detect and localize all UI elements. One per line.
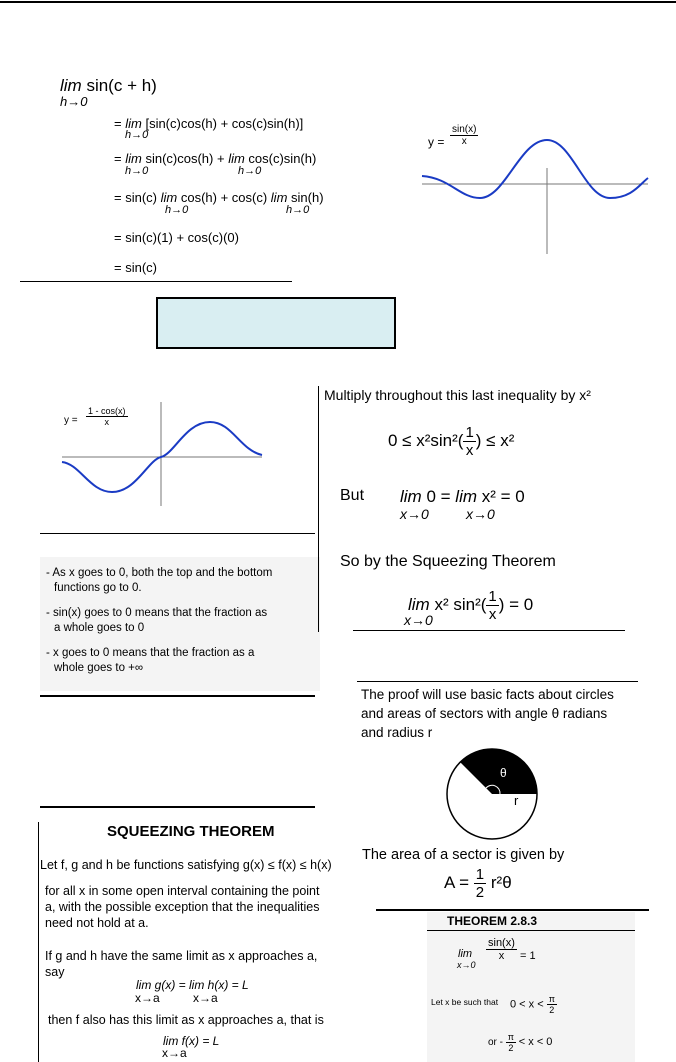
notes: - As x goes to 0, both the top and the bottom functions go to 0. - sin(x) goes to 0 means that the fraction as a whole goes to 0 - x goes to 0 means that the fraction as a whole goes to +∞ (46, 567, 273, 674)
sector-text: The proof will use basic facts about circles and areas of sectors with angle θ radians and radius r (361, 687, 614, 740)
rule-sector-bottom (376, 909, 649, 911)
line-2: = lim sin(c)cos(h) + lim cos(c)sin(h) (114, 151, 317, 166)
under-h: h→0 (60, 94, 88, 109)
line-3: = sin(c) lim cos(h) + cos(c) lim sin(h) (114, 190, 324, 205)
but-limits: lim 0 = lim x² = 0 (400, 487, 525, 506)
area-text: The area of a sector is given by (362, 847, 565, 863)
theta-label: θ (500, 766, 507, 780)
sector-diagram (440, 748, 544, 842)
lim-eq: lim g(x) = lim h(x) = L (136, 978, 249, 992)
line-1: = lim [sin(c)cos(h) + cos(c)sin(h)] (114, 116, 304, 131)
rule-sector-top (357, 681, 638, 682)
sinx-graph: y = $\frac{\sin(x)}{x}$ (420, 118, 650, 256)
squeeze-example: Multiply throughout this last inequality by x² (324, 387, 591, 403)
line-5: = sin(c) (114, 260, 157, 275)
area-formula: A = $\frac{1}{2}$ r²θ (444, 866, 512, 901)
rule-derivation (20, 281, 292, 282)
rule-squeeze (353, 630, 625, 631)
top-rule (0, 1, 676, 3)
radius-label: r (514, 793, 519, 808)
lim-f: lim f(x) = L (163, 1034, 220, 1048)
squeezing-border (38, 822, 39, 1062)
but-label: But (340, 487, 365, 504)
so-label: So by the Squeezing Theorem (340, 553, 556, 570)
rule-graph2 (40, 533, 315, 534)
cosx-graph: y = $\frac{1 - \cos(x)}{x}$ (60, 400, 264, 508)
squeeze-example-border (318, 386, 319, 632)
final-limit: lim x² sin²( $\frac{1}{x}$ ) = 0 (408, 588, 534, 623)
theorem-283-title: THEOREM 2.8.3 (447, 914, 538, 928)
rule-notes (40, 695, 315, 697)
ineq: 0 ≤ x²sin²( $\frac{1}{x}$ ) ≤ x² (388, 424, 515, 459)
line-4: = sin(c)(1) + cos(c)(0) (114, 230, 239, 245)
sector-svg (440, 748, 544, 842)
top-limit: lim sin(c + h) (60, 76, 157, 95)
squeezing-title: SQUEEZING THEOREM (107, 823, 275, 840)
highlight-box (156, 297, 396, 349)
rule-blank (40, 806, 315, 808)
